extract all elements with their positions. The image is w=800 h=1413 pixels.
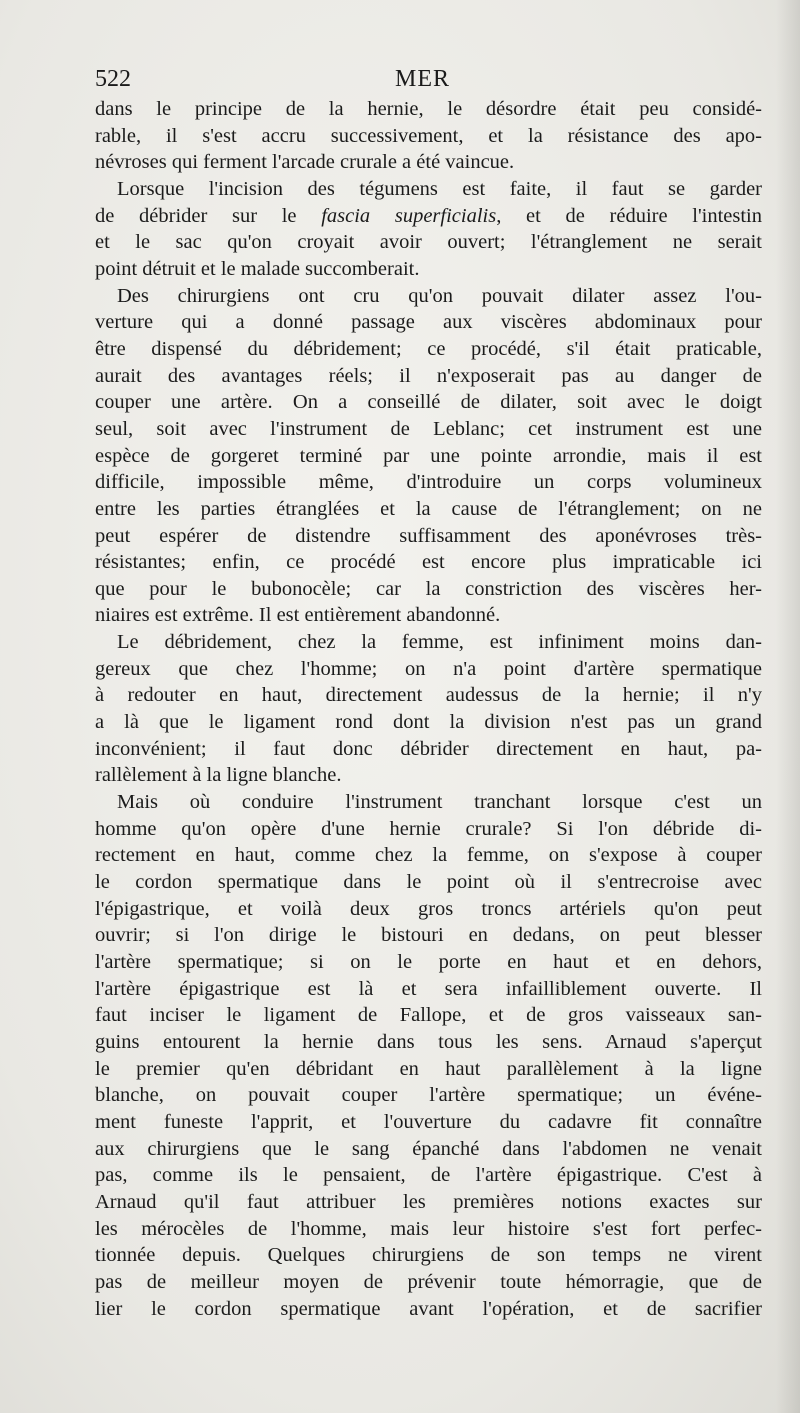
paragraph <box>95 629 762 789</box>
text-line: couper une artère. On a conseillé de dilater, soit avec le doigt <box>95 391 762 414</box>
text-line: et le sac qu'on croyait avoir ouvert; l'étranglement ne serait <box>95 231 762 254</box>
text-line: point détruit et le malade succomberait. <box>95 257 420 280</box>
text-line: aurait des avantages réels; il n'exposerait pas au danger de <box>95 364 762 387</box>
text-line: que pour le bubonocèle; car la constriction des viscères her- <box>95 577 762 600</box>
text-line: Mais où conduire l'instrument tranchant lorsque c'est un <box>117 791 762 814</box>
text-line: l'épigastrique, et voilà deux gros troncs artériels qu'on peut <box>95 897 762 920</box>
text-line: faut inciser le ligament de Fallope, et de gros vaisseaux san- <box>95 1004 762 1027</box>
text-line: les mérocèles de l'homme, mais leur histoire s'est fort perfec- <box>95 1217 762 1240</box>
text-line: l'artère spermatique; si on le porte en haut et en dehors, <box>95 951 762 973</box>
text-line: le premier qu'en débridant en haut parallèlement à la ligne <box>95 1057 762 1080</box>
text-line: Lorsque l'incision des tégumens est faite, il faut se garder <box>117 177 762 200</box>
text-line: résistantes; enfin, ce procédé est encore plus impraticable ici <box>95 551 762 574</box>
text-line: dans le principe de la hernie, le désordre était peu considé- <box>95 98 762 120</box>
text-line: ment funeste l'apprit, et l'ouverture du cadavre fit connaître <box>95 1110 762 1133</box>
text-line: inconvénient; il faut donc débrider directement en haut, pa- <box>95 737 762 760</box>
text-line: l'artère épigastrique est là et sera infailliblement ouverte. Il <box>95 977 762 1000</box>
text-line: pas de meilleur moyen de prévenir toute hémorragie, que de <box>95 1270 762 1293</box>
paragraph <box>95 176 762 283</box>
text-line: de débrider sur le fascia superficialis, et de réduire l'intestin <box>95 204 762 227</box>
text-line: rectement en haut, comme chez la femme, on s'expose à couper <box>95 844 762 867</box>
text-line: lier le cordon spermatique avant l'opération, et de sacrifier <box>95 1297 762 1320</box>
text-line: seul, soit avec l'instrument de Leblanc; cet instrument est une <box>95 417 762 440</box>
text-line: espèce de gorgeret terminé par une pointe arrondie, mais il est <box>95 444 762 467</box>
text-line: difficile, impossible même, d'introduire un corps volumineux <box>95 471 762 494</box>
text-line: pas, comme ils le pensaient, de l'artère épigastrique. C'est à <box>95 1164 762 1187</box>
text-line: guins entourent la hernie dans tous les sens. Arnaud s'aperçut <box>95 1030 762 1053</box>
text-line: aux chirurgiens que le sang épanché dans l'abdomen ne venait <box>95 1137 762 1160</box>
running-title: MER <box>395 66 451 92</box>
body-text <box>95 96 762 1322</box>
text-line: Des chirurgiens ont cru qu'on pouvait dilater assez l'ou- <box>117 284 762 307</box>
paragraph <box>95 789 762 1322</box>
text-line: rallèlement à la ligne blanche. <box>95 764 342 787</box>
text-line: rable, il s'est accru successivement, et la résistance des apo- <box>95 124 762 147</box>
text-line: ouvrir; si l'on dirige le bistouri en dedans, on peut blesser <box>95 924 762 947</box>
text-line: blanche, on pouvait couper l'artère spermatique; un événe- <box>95 1084 762 1107</box>
text-line: être dispensé du débridement; ce procédé, s'il était praticable, <box>95 337 762 360</box>
page-number: 522 <box>95 66 131 92</box>
paragraph <box>95 283 762 630</box>
running-head <box>95 62 762 96</box>
text-line: homme qu'on opère d'une hernie crurale? Si l'on débride di- <box>95 817 762 840</box>
text-line: Le débridement, chez la femme, est infiniment moins dan- <box>117 631 762 654</box>
text-line: verture qui a donné passage aux viscères abdominaux pour <box>95 311 762 334</box>
text-line: gereux que chez l'homme; on n'a point d'artère spermatique <box>95 657 762 680</box>
text-line: entre les parties étranglées et la cause de l'étranglement; on ne <box>95 497 762 520</box>
text-line: tionnée depuis. Quelques chirurgiens de son temps ne virent <box>95 1244 762 1267</box>
text-line: Arnaud qu'il faut attribuer les premières notions exactes sur <box>95 1190 762 1213</box>
text-line: niaires est extrême. Il est entièrement abandonné. <box>95 604 501 627</box>
text-line: peut espérer de distendre suffisamment des aponévroses très- <box>95 524 762 547</box>
text-line: a là que le ligament rond dont la division n'est pas un grand <box>95 711 762 734</box>
italic-term: fascia superficialis <box>321 204 497 227</box>
paragraph <box>95 96 762 176</box>
text-line: névroses qui ferment l'arcade crurale a été vaincue. <box>95 151 515 174</box>
text-line: le cordon spermatique dans le point où il s'entrecroise avec <box>95 871 762 894</box>
text-line: à redouter en haut, directement audessus de la hernie; il n'y <box>95 684 762 707</box>
